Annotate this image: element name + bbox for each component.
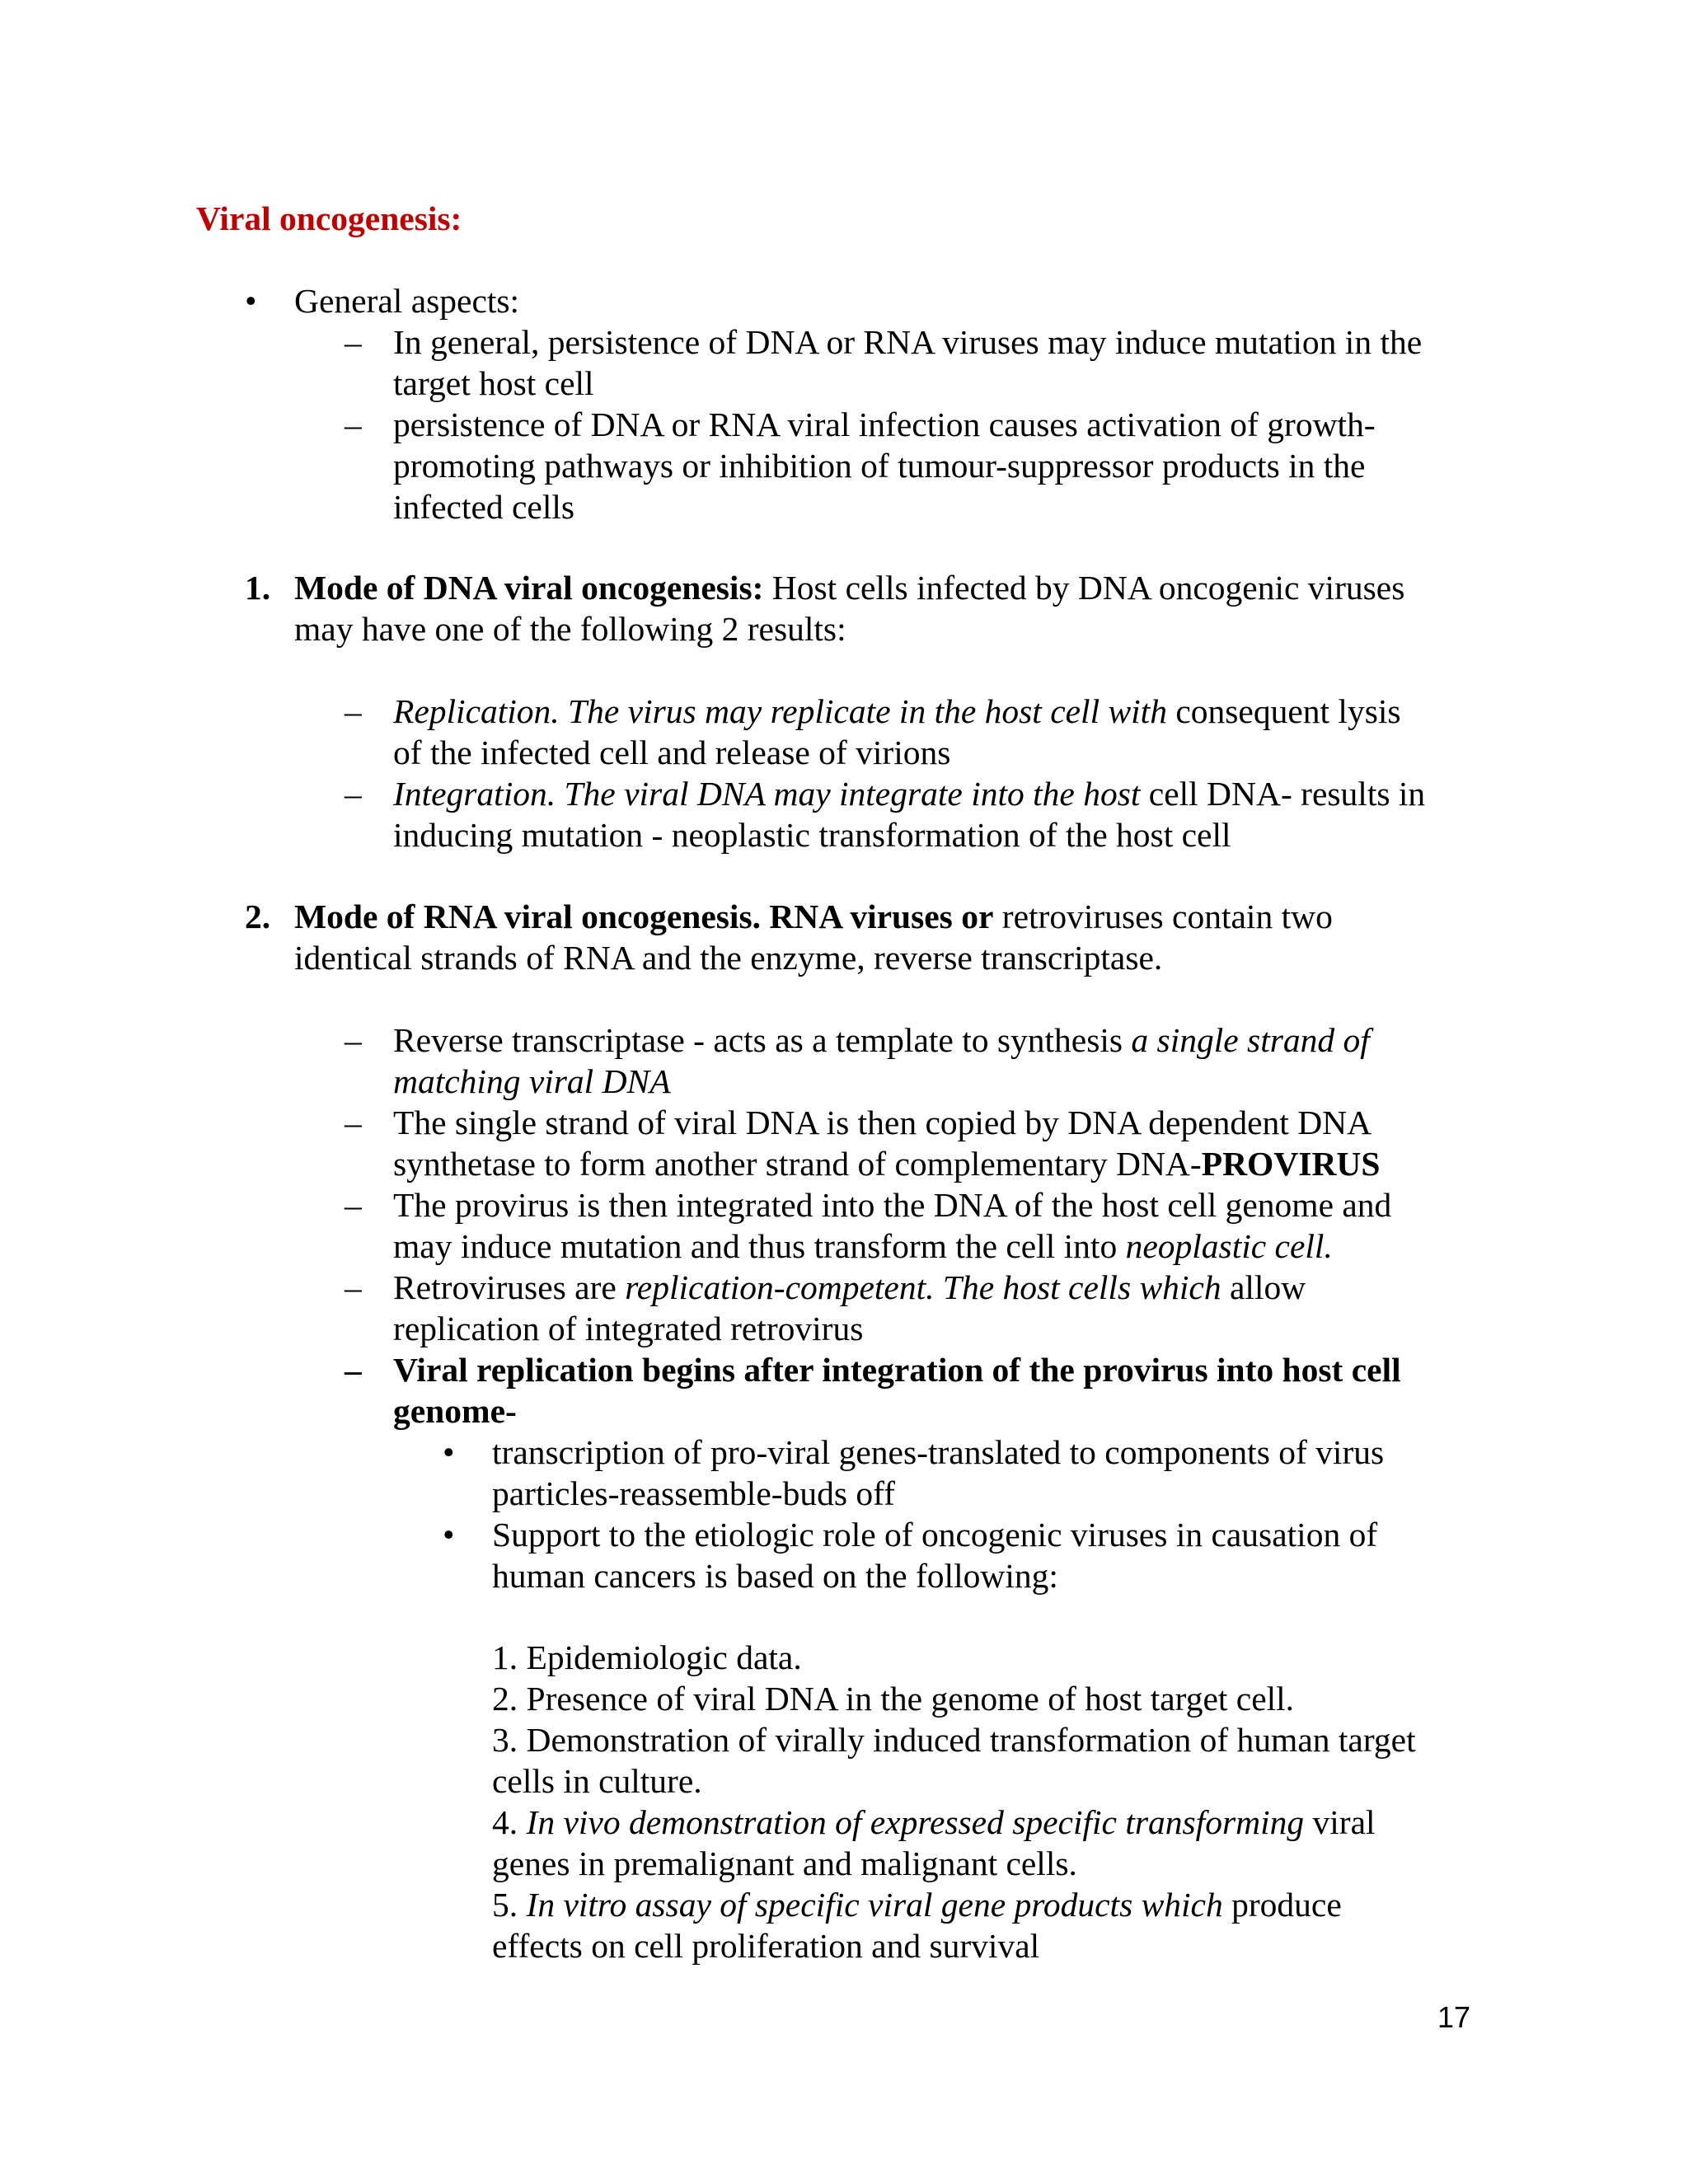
rna-item-2-line-1: The single strand of viral DNA is then copied by DNA dependent DNA — [393, 1104, 1372, 1141]
dna-heading-bold: Mode of DNA viral oncogenesis: — [294, 569, 764, 607]
evidence-item-3-line-1: 3. Demonstration of virally induced transformation of human target — [492, 1721, 1416, 1759]
rna-item-5-line-2: genome- — [393, 1392, 517, 1430]
dna-heading-rest: Host cells infected by DNA oncogenic viruses — [763, 569, 1405, 607]
dash-marker: – — [345, 405, 362, 443]
general-item-2-line-1: persistence of DNA or RNA viral infection causes activation of growth- — [393, 405, 1376, 443]
general-item-1-line-1: In general, persistence of DNA or RNA viruses may induce mutation in the — [393, 323, 1423, 361]
rna-item-3-italic: neoplastic cell. — [1125, 1227, 1333, 1265]
rna-item-3-line-2 — [393, 1226, 1333, 1267]
rna-item-1-line-2: matching viral DNA — [393, 1062, 671, 1100]
dash-marker: – — [345, 1268, 362, 1306]
section-number-2: 2. — [245, 898, 271, 935]
bullet-marker: • — [443, 1433, 455, 1471]
evidence-item-5-line-1 — [492, 1884, 1342, 1925]
rna-item-4-line-1 — [393, 1267, 1306, 1308]
rna-item-3-text: may induce mutation and thus transform the cell into — [393, 1227, 1126, 1265]
rna-item-1-line-1 — [393, 1019, 1370, 1061]
dna-item-2-line-2: inducing mutation - neoplastic transformation of the host cell — [393, 816, 1231, 854]
rna-item-1-italic: a single strand of — [1131, 1021, 1370, 1059]
dash-marker: – — [345, 1104, 362, 1141]
rna-heading-line-2: identical strands of RNA and the enzyme, reverse transcriptase. — [294, 939, 1163, 977]
rna-item-2-line-2 — [393, 1143, 1380, 1184]
rna-heading-bold: Mode of RNA viral oncogenesis. RNA viruses or — [294, 898, 994, 935]
evidence-item-5-tail: produce — [1222, 1886, 1342, 1924]
general-item-2-line-3: infected cells — [393, 488, 575, 526]
provirus-term: PROVIRUS — [1201, 1145, 1381, 1183]
rna-item-2-text: synthetase to form another strand of complementary DNA- — [393, 1145, 1202, 1183]
general-item-2-line-2: promoting pathways or inhibition of tumour-suppressor products in the — [393, 447, 1366, 485]
dna-item-2-line-1 — [393, 773, 1425, 814]
evidence-item-5-italic: In vitro assay of specific viral gene products which — [526, 1886, 1223, 1924]
general-item-1-line-2: target host cell — [393, 364, 594, 402]
evidence-item-2: 2. Presence of viral DNA in the genome of host target cell. — [492, 1680, 1295, 1718]
sub-bullet-2-line-1: Support to the etiologic role of oncogenic viruses in causation of — [492, 1516, 1378, 1554]
evidence-item-1: 1. Epidemiologic data. — [492, 1638, 802, 1676]
dna-heading-line-2: may have one of the following 2 results: — [294, 610, 846, 648]
evidence-item-5-number: 5. — [492, 1886, 527, 1924]
dash-marker-bold: – — [345, 1351, 362, 1389]
general-aspects-label: General aspects: — [294, 282, 520, 320]
evidence-item-4-italic: In vivo demonstration of expressed specific transforming — [526, 1803, 1305, 1841]
sub-bullet-1-line-2: particles-reassemble-buds off — [492, 1474, 895, 1512]
rna-item-5-line-1: Viral replication begins after integration of the provirus into host cell — [393, 1351, 1401, 1389]
dna-heading — [294, 567, 1404, 608]
evidence-item-5-line-2: effects on cell proliferation and survival — [492, 1927, 1040, 1965]
dna-item-1-tail: consequent lysis — [1166, 692, 1401, 730]
dna-item-2-italic: Integration. The viral DNA may integrate into the host — [393, 775, 1141, 813]
dna-item-1-line-1 — [393, 691, 1401, 732]
rna-item-4-text: Retroviruses are — [393, 1268, 626, 1306]
evidence-item-3-line-2: cells in culture. — [492, 1762, 702, 1800]
sub-bullet-2-line-2: human cancers is based on the following: — [492, 1557, 1058, 1595]
dna-item-1-italic: Replication. The virus may replicate in the host cell with — [393, 692, 1167, 730]
rna-item-4-line-2: replication of integrated retrovirus — [393, 1310, 864, 1347]
section-number-1: 1. — [245, 569, 271, 607]
dash-marker: – — [345, 323, 362, 361]
dna-item-2-tail: cell DNA- results in — [1140, 775, 1426, 813]
dash-marker: – — [345, 775, 362, 813]
rna-heading — [294, 896, 1333, 937]
rna-item-4-tail: allow — [1221, 1268, 1306, 1306]
evidence-item-4-number: 4. — [492, 1803, 527, 1841]
evidence-item-4-line-2: genes in premalignant and malignant cells. — [492, 1844, 1077, 1882]
bullet-marker: • — [443, 1516, 455, 1554]
rna-item-3-line-1: The provirus is then integrated into the DNA of the host cell genome and — [393, 1186, 1392, 1224]
rna-item-4-italic: replication-competent. The host cells which — [625, 1268, 1221, 1306]
page-title: Viral oncogenesis: — [196, 199, 462, 237]
dash-marker: – — [345, 1021, 362, 1059]
rna-heading-rest: retroviruses contain two — [993, 898, 1333, 935]
bullet-marker: • — [245, 282, 257, 320]
sub-bullet-1-line-1: transcription of pro-viral genes-translated to components of virus — [492, 1433, 1385, 1471]
dna-item-1-line-2: of the infected cell and release of virions — [393, 733, 951, 771]
rna-item-1-text: Reverse transcriptase - acts as a template to synthesis — [393, 1021, 1132, 1059]
evidence-item-4-tail: viral — [1304, 1803, 1376, 1841]
dash-marker: – — [345, 1186, 362, 1224]
evidence-item-4-line-1 — [492, 1802, 1376, 1843]
dash-marker: – — [345, 692, 362, 730]
page-number: 17 — [1437, 2000, 1471, 2034]
